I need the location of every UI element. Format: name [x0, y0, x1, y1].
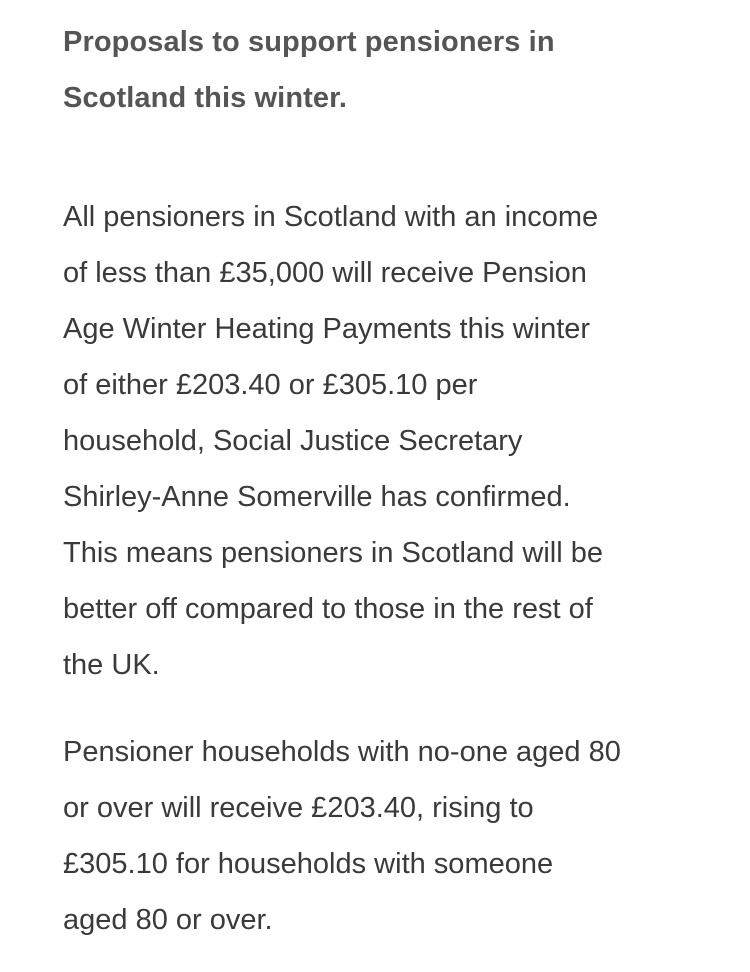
paragraph-line: Shirley-Anne Somerville has confirmed. — [63, 481, 571, 513]
headline-line: Proposals to support pensioners in — [63, 26, 555, 58]
paragraph-line: Age Winter Heating Payments this winter — [63, 313, 591, 345]
headline-line: Scotland this winter. — [63, 82, 348, 114]
article — [63, 14, 723, 948]
paragraph-line: This means pensioners in Scotland will be — [63, 537, 603, 569]
paragraph-line: household, Social Justice Secretary — [63, 425, 523, 457]
paragraph-line: of either £203.40 or £305.10 per — [63, 369, 478, 401]
paragraph-line: of less than £35,000 will receive Pension — [63, 257, 587, 289]
paragraph-line: Pensioner households with no-one aged 80 — [63, 736, 621, 768]
paragraph-line: aged 80 or over. — [63, 904, 273, 936]
paragraph-line: the UK. — [63, 649, 160, 681]
paragraph-payment-details — [63, 724, 723, 948]
paragraph-line: or over will receive £203.40, rising to — [63, 792, 534, 824]
paragraph-intro — [63, 189, 723, 693]
paragraph-line: better off compared to those in the rest of — [63, 593, 593, 625]
article-headline — [63, 14, 723, 126]
paragraph-line: All pensioners in Scotland with an income — [63, 201, 599, 233]
paragraph-line: £305.10 for households with someone — [63, 848, 554, 880]
